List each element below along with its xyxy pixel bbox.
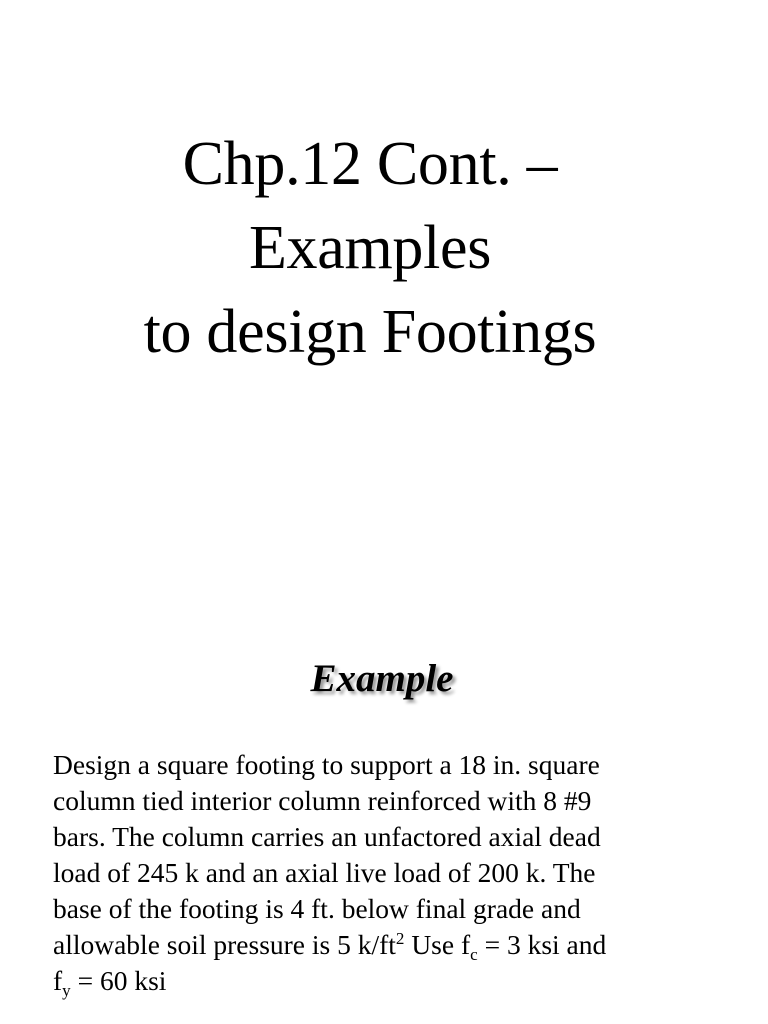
problem-line-2: column tied interior column reinforced with 8 #9 [53, 785, 592, 816]
problem-line-7 [53, 963, 753, 999]
title-line-2: Examples [248, 214, 492, 282]
problem-line-3: bars. The column carries an unfactored axial dead [53, 821, 601, 852]
slide-title [0, 122, 740, 374]
fy-subscript: y [62, 980, 71, 1000]
title-line-3: to design Footings [143, 298, 597, 366]
fy-value-text: = 60 ksi [70, 965, 167, 996]
problem-line-4: load of 245 k and an axial live load of 200 k. The [53, 857, 596, 888]
unit-superscript: 2 [395, 928, 405, 948]
fc-value-text: = 3 ksi and [477, 929, 607, 960]
fc-subscript: c [470, 944, 478, 964]
title-line-1: Chp.12 Cont. – [182, 130, 558, 198]
problem-line-6 [53, 927, 753, 963]
example-heading: Example [310, 657, 454, 700]
use-fc-text: Use f [404, 929, 471, 960]
problem-line-5: base of the footing is 4 ft. below final grade and [53, 893, 581, 924]
problem-line-1: Design a square footing to support a 18 in. square [53, 749, 600, 780]
soil-pressure-text: allowable soil pressure is 5 k/ft [53, 929, 396, 960]
problem-statement [53, 747, 753, 999]
fy-symbol: f [53, 965, 63, 996]
